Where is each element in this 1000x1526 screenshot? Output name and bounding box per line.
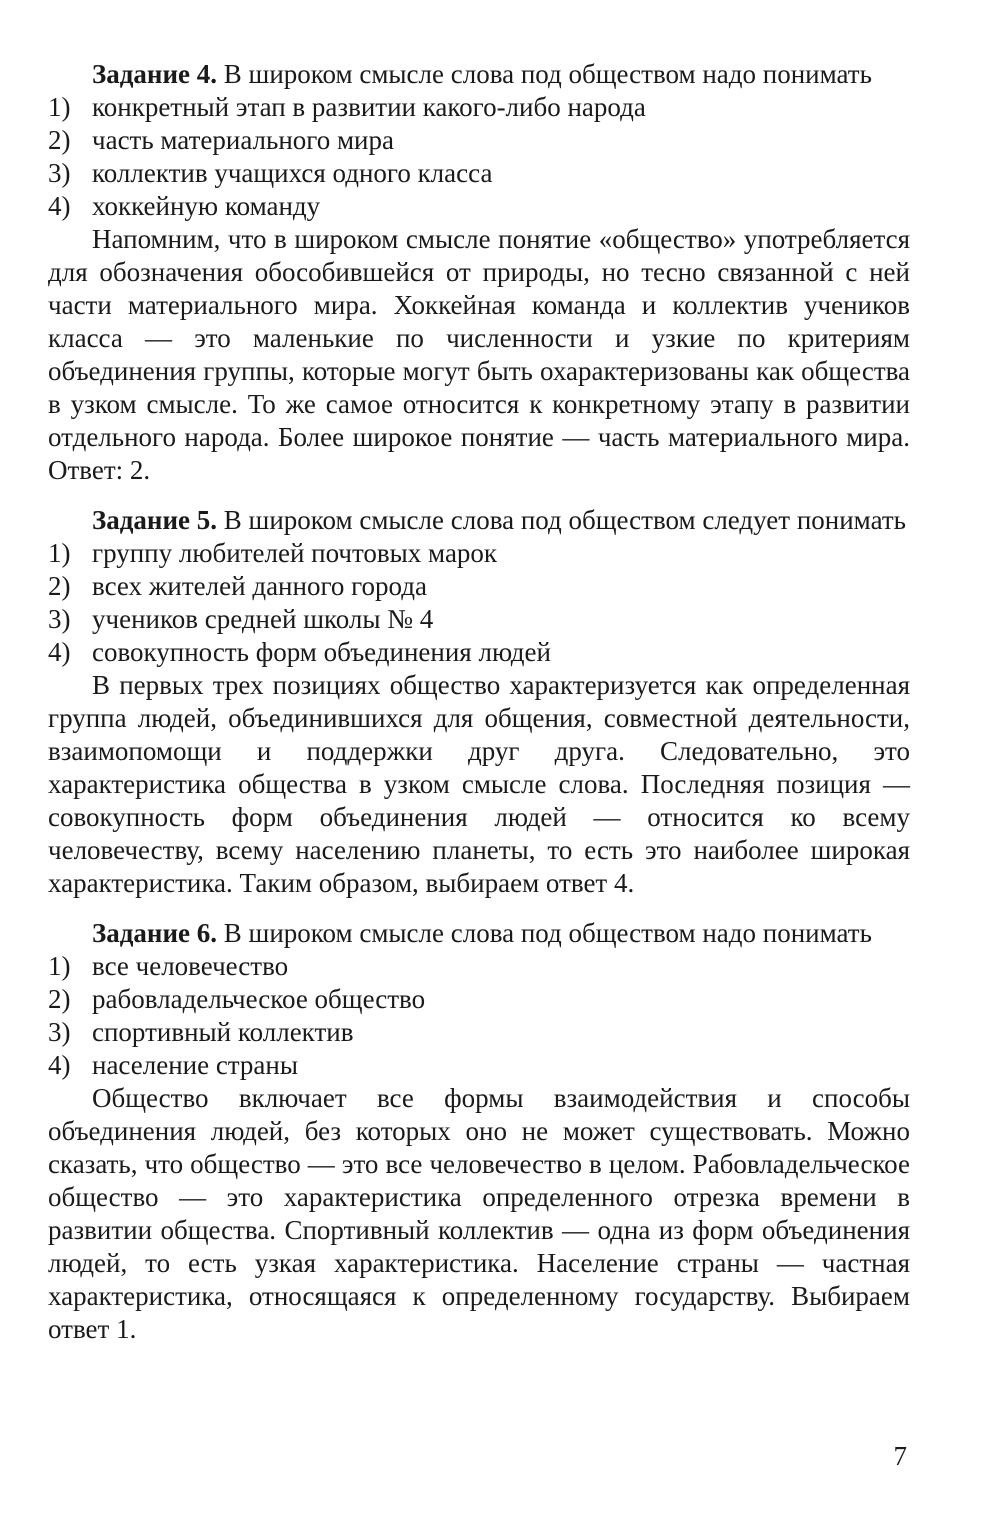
option-number: 3) bbox=[48, 604, 71, 634]
option-number: 1) bbox=[48, 951, 71, 981]
answer-option bbox=[48, 1016, 910, 1049]
answer-option bbox=[48, 91, 910, 124]
answer-option bbox=[48, 950, 910, 983]
answer-option bbox=[48, 636, 910, 669]
answer-option bbox=[48, 1049, 910, 1082]
option-text: часть материального мира bbox=[92, 125, 394, 155]
answer-option bbox=[48, 983, 910, 1016]
answer-option bbox=[48, 157, 910, 190]
task-6 bbox=[48, 917, 910, 1346]
option-number: 4) bbox=[48, 1050, 71, 1080]
task-explanation: Напомним, что в широком смысле понятие «общество» употребляется для обозначения обособившейся от природы, но тесно связанной с ней части материального мира. Хоккейная команда и коллектив учеников класса — это маленькие по численности и узкие по критериям объединения группы, которые могут быть охарактеризованы как общества в узком смысле. То же самое относится к конкретному этапу в развитии отдельного народа. Более широкое понятие — часть материального мира. Ответ: 2. bbox=[48, 224, 910, 485]
option-number: 3) bbox=[48, 158, 71, 188]
answer-option bbox=[48, 124, 910, 157]
option-text: хоккейную команду bbox=[92, 191, 321, 221]
option-text: все человечество bbox=[92, 951, 289, 981]
option-text: совокупность форм объединения людей bbox=[92, 637, 551, 667]
option-number: 1) bbox=[48, 538, 71, 568]
task-question-text: В широком смысле слова под обществом надо понимать bbox=[223, 918, 872, 948]
answer-option bbox=[48, 190, 910, 223]
answer-options bbox=[48, 537, 910, 669]
task-label: Задание 5. bbox=[92, 505, 218, 535]
option-number: 2) bbox=[48, 125, 71, 155]
answer-option bbox=[48, 570, 910, 603]
option-number: 4) bbox=[48, 191, 71, 221]
option-number: 2) bbox=[48, 984, 71, 1014]
answer-option bbox=[48, 603, 910, 636]
page-number: 7 bbox=[893, 1441, 907, 1471]
answer-options bbox=[48, 91, 910, 223]
task-question-text: В широком смысле слова под обществом надо понимать bbox=[223, 59, 872, 89]
option-text: группу любителей почтовых марок bbox=[92, 538, 498, 568]
answer-options bbox=[48, 950, 910, 1082]
option-text: коллектив учащихся одного класса bbox=[92, 158, 493, 188]
task-explanation: Общество включает все формы взаимодействия и способы объединения людей, без которых оно не может существовать. Можно сказать, что общество — это все человечество в целом. Рабовладельческое общество — это характеристика определенного отрезка времени в развитии общества. Спортивный коллектив — одна из форм объединения людей, то есть узкая характеристика. Население страны — частная характеристика, относящаяся к определенному государству. Выбираем ответ 1. bbox=[48, 1083, 910, 1344]
option-number: 4) bbox=[48, 637, 71, 667]
answer-option bbox=[48, 537, 910, 570]
option-text: всех жителей данного города bbox=[92, 571, 427, 601]
option-number: 1) bbox=[48, 92, 71, 122]
task-label: Задание 6. bbox=[92, 918, 218, 948]
task-question-text: В широком смысле слова под обществом следует понимать bbox=[223, 505, 906, 535]
task-question bbox=[48, 58, 910, 91]
task-label: Задание 4. bbox=[92, 59, 218, 89]
task-question bbox=[48, 504, 910, 537]
task-5 bbox=[48, 504, 910, 900]
option-text: рабовладельческое общество bbox=[92, 984, 426, 1014]
option-text: конкретный этап в развитии какого-либо народа bbox=[92, 92, 646, 122]
task-question bbox=[48, 917, 910, 950]
option-number: 2) bbox=[48, 571, 71, 601]
option-text: население страны bbox=[92, 1050, 299, 1080]
task-4 bbox=[48, 58, 910, 487]
option-text: спортивный коллектив bbox=[92, 1017, 354, 1047]
option-text: учеников средней школы № 4 bbox=[92, 604, 434, 634]
task-explanation: В первых трех позициях общество характеризуется как определенная группа людей, объединившихся для общения, совместной деятельности, взаимопомощи и поддержки друг друга. Следовательно, это характеристика общества в узком смысле слова. Последняя позиция — совокупность форм объединения людей — относится ко всему человечеству, всему населению планеты, то есть это наиболее широкая характеристика. Таким образом, выбираем ответ 4. bbox=[48, 670, 910, 898]
option-number: 3) bbox=[48, 1017, 71, 1047]
